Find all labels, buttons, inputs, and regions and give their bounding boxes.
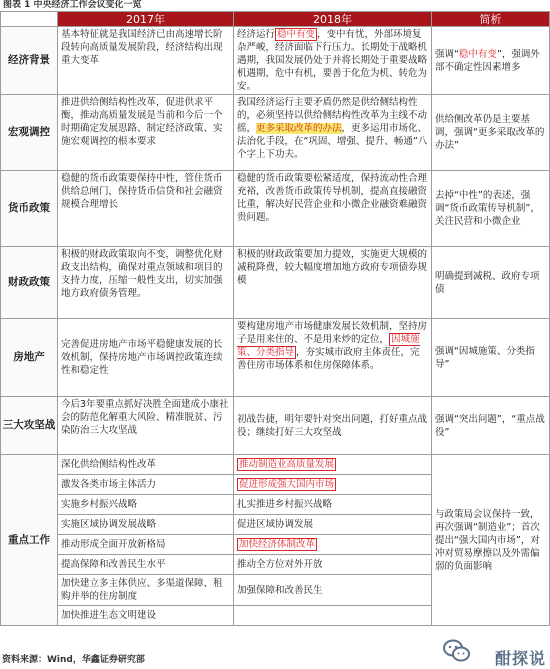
task-2017: 加快建立多主体供应、多渠道保障、租购并举的住房制度: [58, 575, 234, 606]
task-2017: 深化供给侧结构性改革: [58, 455, 234, 475]
cell-2017: 积极的财政政策取向不变，调整优化财政支出结构，确保对重点领域和项目的支持力度，压缩一般性支出，切实加强地方政府债务管理。: [58, 247, 234, 319]
task-2018: 促进区域协调发展: [234, 515, 432, 535]
row-label: 宏观调控: [1, 95, 58, 171]
row-label: 货币政策: [1, 171, 58, 247]
task-2017: 激发各类市场主体活力: [58, 475, 234, 495]
cell-2017: 稳健的货币政策要保持中性，管住货币供给总闸门，保持货币信贷和社会融资规模合理增长: [58, 171, 234, 247]
task-2018: 加强保障和改善民生: [234, 575, 432, 606]
row-macro: [1, 95, 550, 171]
cell-2018: 初战告捷，明年要针对突出问题，打好重点战役；继续打好三大攻坚战: [234, 397, 432, 455]
row-economy: [1, 27, 550, 95]
highlight-text: 因城施策、分类指导: [237, 334, 420, 358]
highlight-text: 稳中有变: [458, 48, 497, 60]
wechat-icon: [442, 638, 472, 664]
cell-2017: 完善促进房地产市场平稳健康发展的长效机制，保持房地产市场调控政策连续性和稳定性: [58, 319, 234, 397]
task-2018: 促进形成强大国内市场: [234, 475, 432, 495]
header-blank: [1, 12, 58, 27]
cell-2017: 今后3年要重点抓好决胜全面建成小康社会的防范化解重大风险、精准脱贫、污染防治三大攻坚战: [58, 397, 234, 455]
cell-summary: 供给侧改革仍是主要基调，强调“更多采取改革的办法”: [432, 95, 550, 171]
highlight-text: 稳中有变: [277, 29, 316, 40]
row-tasks: [1, 455, 550, 475]
cell-2018: 积极的财政政策要加力提效，实施更大规模的减税降费，较大幅度增加地方政府专项债券规模: [234, 247, 432, 319]
chart-title: 图表 1 中央经济工作会议变化一览: [3, 0, 142, 10]
cell-2018: 稳健的货币政策要松紧适度，保持流动性合理充裕，改善货币政策传导机制，提高直接融资比重，解决好民营企业和小微企业融资难融资贵问题。: [234, 171, 432, 247]
row-battles: [1, 397, 550, 455]
cell-summary: 去掉“中性”的表述，强调“货币政策传导机制”，关注民营和小微企业: [432, 171, 550, 247]
cell-summary: 强调“稳中有变”，强调外部不确定性因素增多: [432, 27, 550, 95]
task-2018: 推动全方位对外开放: [234, 555, 432, 575]
cell-summary: 强调“突出问题”，“重点战役”: [432, 397, 550, 455]
header-2017: 2017年: [58, 12, 234, 27]
row-label: 经济背景: [1, 27, 58, 95]
cell-summary: 强调“因城施策、分类指导”: [432, 319, 550, 397]
task-2018: 扎实推进乡村振兴战略: [234, 495, 432, 515]
row-monetary: [1, 171, 550, 247]
row-label: 财政政策: [1, 247, 58, 319]
header-summary: 简析: [432, 12, 550, 27]
cell-2017: 推进供给侧结构性改革，促进供求平衡，推动高质量发展是当前和今后一个时期确定发展思路、制定经济政策、实施宏观调控的根本要求: [58, 95, 234, 171]
row-label: 房地产: [1, 319, 58, 397]
cell-2018: 经济运行 稳中有变 ，变中有忧，外部环境复杂严峻，经济面临下行压力。长期处于战略机遇期，我国发展仍处于并将长期处于重要战略机遇期，危中有机，要善于化危为机、转危为安。: [234, 27, 432, 95]
row-fiscal: [1, 247, 550, 319]
watermark: [440, 636, 550, 668]
cell-2018: 要构建房地产市场健康发展长效机制，坚持房子是用来住的、不是用来炒的定位， 因城施策、分类指导 ，夯实城市政府主体责任，完善住房市场体系和住房保障体系。: [234, 319, 432, 397]
task-2017: 实施乡村振兴战略: [58, 495, 234, 515]
policy-comparison-table: [0, 11, 550, 626]
task-2018: 加快经济体制改革: [234, 535, 432, 555]
task-2018: [234, 606, 432, 626]
task-2017: 加快推进生态文明建设: [58, 606, 234, 626]
highlight-text: 更多采取改革的办法: [256, 123, 342, 134]
watermark-text: 酣探说: [494, 649, 546, 668]
task-2018: 推动制造业高质量发展: [234, 455, 432, 475]
row-realestate: [1, 319, 550, 397]
source-note: 资料来源：Wind，华鑫证券研究部: [2, 655, 145, 665]
cell-2017: 基本特征就是我国经济已由高速增长阶段转向高质量发展阶段，经济结构出现重大变革: [58, 27, 234, 95]
row-label: 重点工作: [1, 455, 58, 626]
cell-summary: 与政策局会议保持一致，再次强调“制造业”；首次提出“强大国内市场”，对冲对贸易摩擦以及外需偏弱的负面影响: [432, 455, 550, 626]
task-2017: 推动形成全面开放新格局: [58, 535, 234, 555]
cell-summary: 明确提到减税、政府专项债: [432, 247, 550, 319]
cell-2018: 我国经济运行主要矛盾仍然是供给侧结构性的，必须坚持以供给侧结构性改革为主线不动摇，更多采取改革的办法，更多运用市场化、法治化手段，在“巩固、增强、提升、畅通”八个字上下功夫。: [234, 95, 432, 171]
header-row: [1, 12, 550, 27]
task-2017: 实施区域协调发展战略: [58, 515, 234, 535]
header-2018: 2018年: [234, 12, 432, 27]
task-2017: 提高保障和改善民生水平: [58, 555, 234, 575]
row-label: 三大攻坚战: [1, 397, 58, 455]
